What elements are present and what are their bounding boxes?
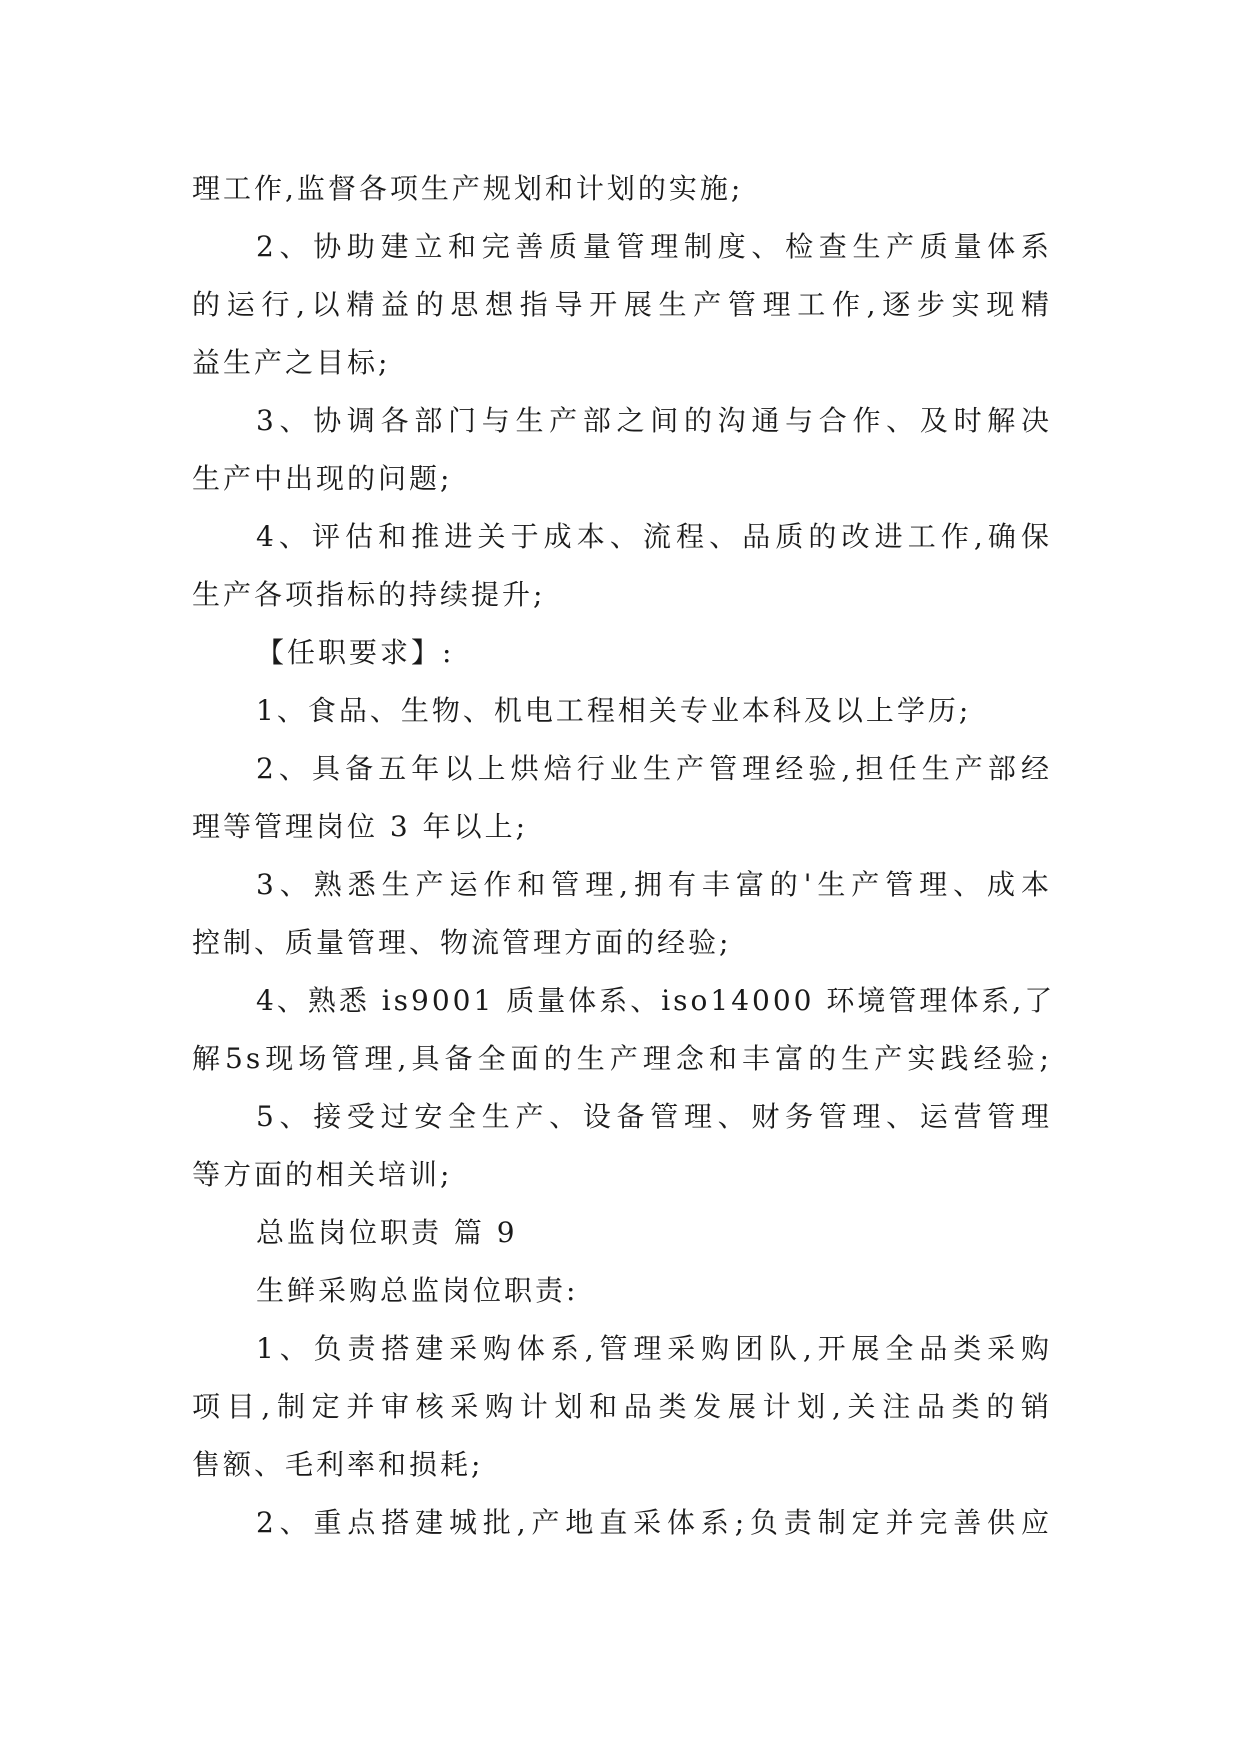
text-line: 4、熟悉 is9001 质量体系、iso14000 环境管理体系,了 [256,984,1056,1017]
text-line: 解5s现场管理,具备全面的生产理念和丰富的生产实践经验; [192,1042,1052,1075]
text-line: 2、重点搭建城批,产地直采体系;负责制定并完善供应 [256,1506,1052,1539]
document-body [192,160,1056,1552]
text-line: 2、协助建立和完善质量管理制度、检查生产质量体系 [256,230,1052,263]
section-subheading: 生鲜采购总监岗位职责: [256,1274,579,1307]
text-line: 1、食品、生物、机电工程相关专业本科及以上学历; [256,694,972,727]
text-line: 控制、质量管理、物流管理方面的经验; [192,926,732,959]
text-line: 4、评估和推进关于成本、流程、品质的改进工作,确保 [256,520,1052,553]
section-heading: 总监岗位职责 篇 9 [256,1216,518,1249]
text-line: 理工作,监督各项生产规划和计划的实施; [192,172,744,205]
text-line: 的运行,以精益的思想指导开展生产管理工作,逐步实现精 [192,288,1052,321]
text-line: 售额、毛利率和损耗; [192,1448,484,1481]
text-line: 益生产之目标; [192,346,391,379]
text-line: 生产各项指标的持续提升; [192,578,546,611]
text-line: 1、负责搭建采购体系,管理采购团队,开展全品类采购 [256,1332,1052,1365]
text-line: 3、协调各部门与生产部之间的沟通与合作、及时解决 [256,404,1052,437]
text-line: 项目,制定并审核采购计划和品类发展计划,关注品类的销 [192,1390,1052,1423]
text-line: 生产中出现的问题; [192,462,453,495]
section-heading: 【任职要求】: [256,636,455,669]
text-line: 3、熟悉生产运作和管理,拥有丰富的'生产管理、成本 [256,868,1052,901]
text-line: 等方面的相关培训; [192,1158,453,1191]
text-line: 5、接受过安全生产、设备管理、财务管理、运营管理 [256,1100,1052,1133]
text-line: 理等管理岗位 3 年以上; [192,810,529,843]
text-line: 2、具备五年以上烘焙行业生产管理经验,担任生产部经 [256,752,1052,785]
